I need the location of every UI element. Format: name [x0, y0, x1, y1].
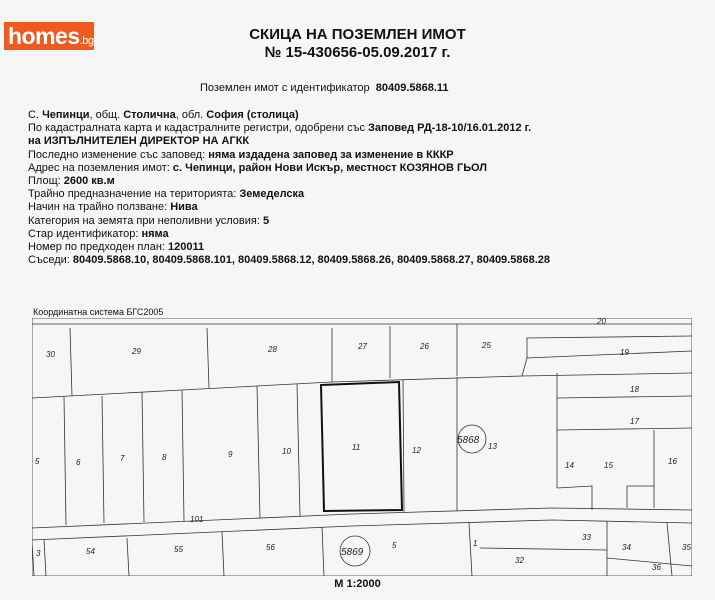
parcel-34: 34 [622, 543, 631, 552]
detail-prev-plan: Номер по предходен план: 120011 [28, 241, 205, 254]
detail-category: Категория на земята при неполивни условия: 5 [28, 214, 270, 227]
parcel-36: 36 [652, 563, 661, 572]
parcel-28: 28 [268, 345, 277, 354]
document-title [0, 26, 715, 62]
cadastral-map [32, 318, 692, 576]
parcel-17: 17 [630, 417, 639, 426]
parcel-29: 29 [132, 347, 141, 356]
parcel-25: 25 [482, 341, 491, 350]
parcel-5: 5 [35, 457, 40, 466]
title-main: СКИЦА НА ПОЗЕМЛЕН ИМОТ [249, 26, 466, 43]
parcel-10: 10 [282, 447, 291, 456]
block-number-5869: 5869 [341, 547, 364, 558]
parcel-18: 18 [630, 385, 639, 394]
parcel-35: 35 [682, 543, 691, 552]
property-details [28, 109, 708, 267]
parcel-13: 13 [488, 442, 497, 451]
title-number: № 15-430656-05.09.2017 г. [264, 44, 451, 61]
parcel-6: 6 [76, 458, 81, 467]
parcel-1: 1 [473, 539, 478, 548]
parcel-20: 20 [597, 318, 606, 326]
detail-usage: Начин на трайно ползване: Нива [28, 201, 198, 214]
parcel-9: 9 [228, 450, 233, 459]
detail-old-id: Стар идентификатор: няма [28, 227, 169, 240]
property-identifier: Поземлен имот с идентификатор 80409.5868.11 [200, 82, 449, 94]
parcel-26: 26 [420, 342, 429, 351]
parcel-33: 33 [582, 533, 591, 542]
detail-area: Площ: 2600 кв.м [28, 175, 115, 188]
parcel-54: 54 [86, 547, 95, 556]
detail-neighbours: Съседи: 80409.5868.10, 80409.5868.101, 80409.5868.12, 80409.5868.26, 80409.5868.27, 80409.5868.28 [28, 254, 550, 267]
parcel-8: 8 [162, 453, 167, 462]
detail-address: Адрес на поземления имот: с. Чепинци, район Нови Искър, местност КОЗЯНОВ ГЬОЛ [28, 161, 487, 174]
detail-last-change: Последно изменение със заповед: няма издадена заповед за изменение в КККР [28, 148, 454, 161]
detail-authority: на ИЗПЪЛНИТЕЛЕН ДИРЕКТОР НА АГКК [28, 135, 250, 148]
coordinate-system-label: Координатна система БГС2005 [33, 307, 164, 317]
block-number-5868: 5868 [457, 435, 480, 446]
parcel-32: 32 [515, 556, 524, 565]
identifier-value: 80409.5868.11 [375, 82, 449, 94]
parcel-30: 30 [46, 350, 55, 359]
parcel-19: 19 [620, 348, 629, 357]
map-scale: М 1:2000 [334, 578, 381, 590]
parcel-11: 11 [352, 443, 361, 452]
parcel-16: 16 [668, 457, 677, 466]
parcel-14: 14 [565, 461, 574, 470]
homes-logo: homes.bg [4, 22, 94, 50]
parcel-15: 15 [604, 461, 613, 470]
parcel-56: 56 [266, 543, 275, 552]
detail-purpose: Трайно предназначение на територията: Земеделска [28, 188, 305, 201]
parcel-55: 55 [174, 545, 183, 554]
parcel-3: 3 [36, 549, 41, 558]
detail-location: С. Чепинци, общ. Столична, обл. София (столица) [28, 109, 299, 121]
detail-cadastre: По кадастралната карта и кадастралните регистри, одобрени със Заповед РД-18-10/16.01.2012 г. [28, 122, 532, 135]
parcel-7: 7 [120, 454, 125, 463]
parcel-27: 27 [358, 342, 367, 351]
parcel-101: 101 [190, 515, 204, 524]
parcel-12: 12 [412, 446, 421, 455]
parcel-5-lower: 5 [392, 541, 397, 550]
